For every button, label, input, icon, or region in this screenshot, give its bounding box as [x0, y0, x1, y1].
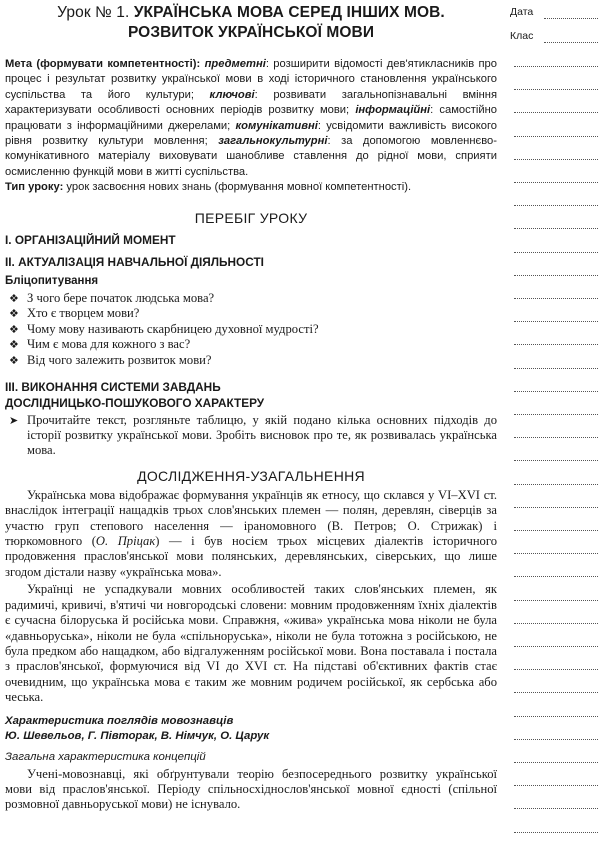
note-line	[514, 785, 598, 786]
lesson-title-line2: РОЗВИТОК УКРАЇНСЬКОЇ МОВИ	[127, 24, 375, 41]
note-line	[514, 600, 598, 601]
note-line	[514, 460, 598, 461]
arrow-bullet-icon: ➤	[9, 413, 19, 427]
class-field-line[interactable]	[544, 42, 598, 43]
paragraph-3: Учені-мовознавці, які обґрунтували теорію безпосереднього розвитку української мови від праслов'янської. Періоду спільносхіднослов'янської мовної єдності (спільної розмовної давньоруської мови) не існувало.	[5, 766, 497, 812]
list-item: ❖ Чим є мова для кожного з вас?	[9, 337, 191, 352]
goal-key-text: : розвивати загальнопізнавальні вміння характеризувати особливості основних періодів розвитку мови;	[5, 88, 498, 117]
note-line	[514, 344, 598, 345]
goal-comm-text: : усвідомити важливість високого рівня розвитку культури мовлення;	[5, 119, 497, 148]
goal-cult-text: : за допомогою мовленнєво-комунікативного матеріалу виховувати шанобливе ставлення до рідної мови, сприяти осмисленню функцій мови в житті суспільства.	[5, 135, 497, 178]
note-line	[514, 112, 598, 113]
section-2-heading: ІІ. АКТУАЛІЗАЦІЯ НАВЧАЛЬНОЇ ДІЯЛЬНОСТІ	[5, 254, 264, 269]
goal-subject-text: : розширити відомості дев'ятикласників про процес і результат розвитку української мови в ході історичного становлення українського суспільства та його культури;	[5, 58, 497, 101]
note-line	[514, 437, 598, 438]
note-line	[514, 762, 598, 763]
note-line	[514, 298, 598, 299]
note-line	[514, 136, 598, 137]
diamond-bullet-icon: ❖	[9, 322, 19, 336]
research-heading: ДОСЛІДЖЕННЯ-УЗАГАЛЬНЕННЯ	[137, 467, 365, 484]
note-line	[514, 414, 598, 415]
note-line	[514, 252, 598, 253]
goal-cult-label: загальнокультурні	[218, 135, 328, 148]
note-line	[514, 739, 598, 740]
note-line	[514, 205, 598, 206]
goal-info-text: : самостійно працювати з інформаційними джерелами;	[5, 104, 497, 132]
note-line	[514, 228, 598, 229]
characteristic-authors: Ю. Шевельов, Г. Півторак, В. Німчук, О. Царук	[5, 729, 270, 742]
type-label: Тип уроку:	[5, 181, 64, 194]
date-label: Дата	[510, 6, 534, 18]
goal-comm-label: комунікативні	[235, 119, 318, 132]
paragraph-2: Українці не успадкували мовних особливостей таких слов'янських племен, як радимичі, кривичі, в'ятичі чи новгородські словени: мовним продовженням їхніх діалектів є сучасна білоруська й російська мови. Справжня, «жива» українська мова ніколи не була «давньоруська», ніколи не була «спільноруська», ніколи не була тотожна з російською, не була предком або нащадком, або відгалуженням російської мови. Вона поставала і постала з праслов'янської, формуючися від VI до XVI ст. На підставі об'єктивних фактів стає очевидним, що українська мова є таким же мовним родичем російської, як сербська або чеська.	[5, 582, 497, 705]
note-line	[514, 716, 598, 717]
lesson-page	[5, 0, 497, 813]
goal-subject-label: предметні	[204, 58, 266, 70]
note-line	[514, 89, 598, 90]
date-field-line[interactable]	[544, 18, 598, 19]
general-characteristic-title: Загальна характеристика концепцій	[5, 750, 206, 763]
note-line	[514, 808, 598, 809]
note-line	[514, 530, 598, 531]
diamond-bullet-icon: ❖	[9, 354, 19, 368]
note-line	[514, 646, 598, 647]
diamond-bullet-icon: ❖	[9, 338, 19, 352]
blitz-title: Бліцопитування	[5, 274, 99, 287]
note-line	[514, 321, 598, 322]
class-label: Клас	[510, 30, 534, 42]
lesson-title-line1: УКРАЇНСЬКА МОВА СЕРЕД ІНШИХ МОВ.	[133, 4, 445, 21]
note-line	[514, 832, 598, 833]
section-1-heading: І. ОРГАНІЗАЦІЙНИЙ МОМЕНТ	[5, 232, 176, 247]
goal-info-label: інформаційні	[355, 104, 431, 117]
lesson-title	[5, 3, 497, 43]
task-text: ➤ Прочитайте текст, розгляньте таблицю, у якій подано кілька основних підходів до історії розвитку української мови. Зробіть висновок про те, як розвивалась українська мова.	[9, 412, 497, 458]
section-3-heading-line2: ДОСЛІДНИЦЬКО-ПОШУКОВОГО ХАРАКТЕРУ	[5, 395, 265, 410]
list-item: ❖ Хто є творцем мови?	[9, 306, 140, 321]
list-item: ❖ Чому мову називають скарбницею духовної мудрості?	[9, 321, 319, 336]
note-line	[514, 66, 598, 67]
goal-key-label: ключові	[209, 88, 255, 101]
note-line	[514, 484, 598, 485]
diamond-bullet-icon: ❖	[9, 307, 19, 321]
type-text: урок засвоєння нових знань (формування мовної компетентності).	[63, 181, 412, 194]
note-line	[514, 669, 598, 670]
lesson-goal	[5, 57, 497, 196]
note-line	[514, 576, 598, 577]
section-3-heading-line1: ІІІ. ВИКОНАННЯ СИСТЕМИ ЗАВДАНЬ	[5, 379, 221, 394]
list-item: ❖ З чого бере початок людська мова?	[9, 290, 215, 305]
note-line	[514, 368, 598, 369]
note-line	[514, 391, 598, 392]
paragraph-1: Українська мова відображає формування українців як етносу, що склався у VI–XVI ст. внаслідок інтеграції нащадків трьох слов'янських племен — полян, деревлян, сіверців за участю груп степового населення — іраномовного (В. Петров; О. Стрижак) і тюркомовного (О. Пріцак) — і був носієм трьох місцевих діалектів історичного продовження праслов'янської мови полянських, деревлянських, сіверських, що лише згодом дістали назву «українська мова».	[5, 487, 498, 579]
lesson-title-prefix: Урок № 1.	[57, 4, 134, 21]
notes-sidebar	[506, 0, 600, 845]
list-item: ❖ Від чого залежить розвиток мови?	[9, 353, 212, 368]
course-heading: ПЕРЕБІГ УРОКУ	[194, 209, 308, 226]
goal-label: Мета (формувати компетентності):	[5, 58, 201, 70]
diamond-bullet-icon: ❖	[9, 291, 19, 305]
note-line	[514, 182, 598, 183]
note-line	[514, 275, 598, 276]
note-line	[514, 692, 598, 693]
characteristic-title: Характеристика поглядів мовознавців	[5, 714, 234, 727]
note-line	[514, 507, 598, 508]
question-list	[5, 291, 497, 369]
note-line	[514, 623, 598, 624]
note-line	[514, 553, 598, 554]
note-line	[514, 159, 598, 160]
